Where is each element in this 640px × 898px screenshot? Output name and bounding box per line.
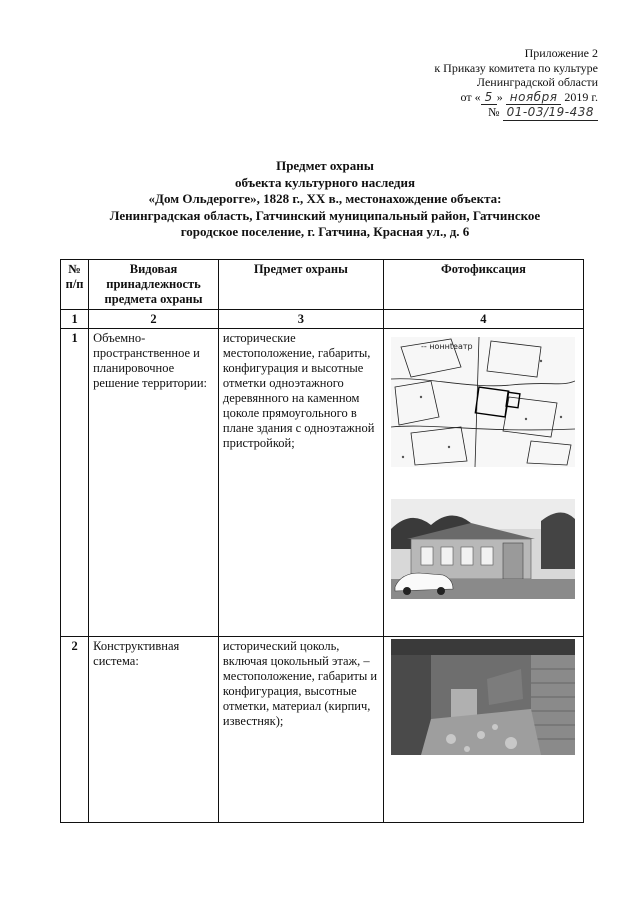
title-line-1: Предмет охраны xyxy=(276,158,374,173)
appendix-number: № 01-03/19-438 xyxy=(434,105,598,121)
row-number: 2 xyxy=(61,637,89,823)
row-photos xyxy=(383,637,583,823)
date-day: 5 xyxy=(481,90,497,106)
column-number: 3 xyxy=(218,310,383,329)
title-line-4: Ленинградская область, Гатчинский муниципальный район, Гатчинское xyxy=(109,207,541,223)
row-type: Конструктивная система: xyxy=(89,637,219,823)
column-number-row xyxy=(61,310,584,329)
header-photo: Фотофиксация xyxy=(383,260,583,310)
column-number: 4 xyxy=(383,310,583,329)
header-number: № п/п xyxy=(61,260,89,310)
title-line-2: объекта культурного наследия xyxy=(235,174,415,190)
table-row xyxy=(61,329,584,637)
row-number: 1 xyxy=(61,329,89,637)
basement-photo xyxy=(391,639,575,755)
house-photo xyxy=(391,499,575,599)
row-photos xyxy=(383,329,583,637)
appendix-title: Приложение 2 xyxy=(524,46,598,60)
title-line-3: «Дом Ольдерогге», 1828 г., XX в., местонахождение объекта: xyxy=(148,191,502,206)
protection-table xyxy=(60,259,584,823)
header-subject: Предмет охраны xyxy=(218,260,383,310)
table-header-row xyxy=(61,260,584,310)
table-row xyxy=(61,637,584,823)
appendix-date: от « 5 » ноября 2019 г. xyxy=(460,89,598,104)
header-type: Видовая принадлежность предмета охраны xyxy=(89,260,219,310)
date-month: ноября xyxy=(506,90,562,106)
row-subject: исторические местоположение, габариты, конфигурация и высотные отметки одноэтажного деревянного на каменном цоколе прямоугольного в плане здания с одноэтажной пристройкой; xyxy=(218,329,383,637)
row-subject: исторический цоколь, включая цокольный этаж, – местоположение, габариты и конфигурация, высотные отметки, материал (кирпич, известняк); xyxy=(218,637,383,823)
document-title xyxy=(60,158,590,241)
appendix-order-ref: к Приказу комитета по культуре xyxy=(434,60,598,75)
order-number: 01-03/19-438 xyxy=(503,105,598,121)
column-number: 2 xyxy=(89,310,219,329)
site-plan-map xyxy=(391,337,575,467)
row-type: Объемно-пространственное и планировочное решение территории: xyxy=(89,329,219,637)
map-label: -- ноннtеатр xyxy=(421,342,474,351)
title-line-5: городское поселение, г. Гатчина, Красная ул., д. 6 xyxy=(180,224,470,239)
column-number: 1 xyxy=(61,310,89,329)
appendix-region: Ленинградской области xyxy=(476,75,598,89)
appendix-header xyxy=(434,46,598,121)
